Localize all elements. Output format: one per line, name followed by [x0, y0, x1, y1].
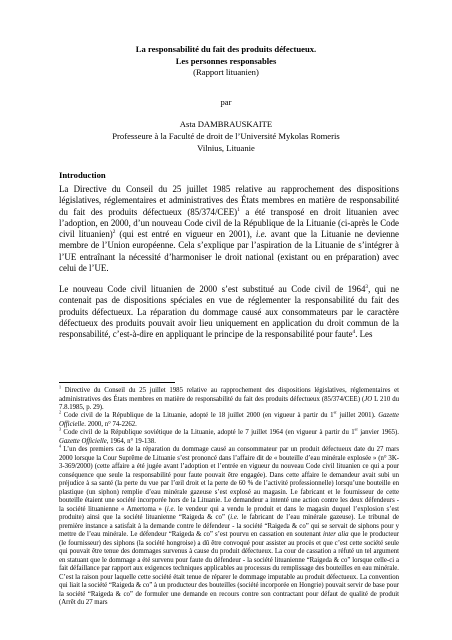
text-span: , 1964, n° 19-138.	[106, 437, 156, 445]
italic-text: Gazette Officielle	[59, 412, 400, 428]
title-line-1: La responsabilité du fait des produits défectueux.	[135, 44, 317, 54]
text-span: Code civil de la République soviétique de la Lituanie, adopté le 7 juillet 1964 (en vigueur à partir du 1	[61, 429, 355, 436]
superscript: er	[354, 426, 358, 432]
text-span: juillet 2001).	[336, 412, 379, 419]
footnote-number: 3	[59, 426, 62, 432]
footnote-number: 4	[59, 443, 62, 449]
section-heading: Introduction	[59, 170, 106, 180]
author-affiliation: Professeure à la Faculté de droit de l’Université Mykolas Romeris	[112, 131, 340, 141]
author-name: Asta DAMBRAUSKAITE	[179, 119, 273, 129]
text-span: janvier 1965).	[357, 429, 400, 436]
text-span: que le producteur (le fournisseur) des siphons (la société hongroise) a dû être convoqué pour assister au procès et que c’est cette société seule qui pouvait être tenue des dommages survenus à cause du produit défectueux. La cour de cassation a réfuté un tel argument en statuant que le dommage a été survenu pour faute du défendeur - la société lituanienne “Raigeda & co” lorsque celle-ci a fait défaillance par rapport aux exigences techniques applicables au processus du remplissage des bouteilles en eau minérale. C’est la raison pour laquelle cette société était tenue de réparer le dommage imputable au produit défectueux. La convention qui liait la société “Raigeda & co” à un producteur des bouteilles (société incorporée en Hongrie) pouvait servir de base pour la société “Raigeda & co” de formuler une demande en recours contre son contractant pour défaut de qualité de produit (Arrêt du 27 mars	[59, 531, 399, 606]
footnote-ref-4[interactable]: 4	[352, 329, 356, 336]
text-span: , qui ne contenait pas de dispositions spéciales en vue de réglementer la responsabilité du fait des produits défectueux. La réparation du dommage causé aux consommateurs par le caractère défectueux des produits pouvait avoir lieu uniquement en application du droit commun de la responsabilité, c’est-à-dire en appliquant le principe de la responsabilité pour faute	[59, 284, 400, 340]
body-paragraph-1	[59, 184, 399, 274]
footnote-1	[59, 384, 399, 413]
footnote-ref-1[interactable]: 1	[237, 206, 240, 213]
text-span: . 2000, n° 74-2262.	[84, 420, 137, 428]
italic-text: i.e.	[166, 505, 176, 513]
italic-text: i.e.	[230, 514, 239, 521]
text-span: . Les	[355, 329, 373, 340]
footnote-ref-2[interactable]: 2	[112, 229, 116, 236]
text-span: Directive du Conseil du 25 juillet 1985 relative au rapprochement des dispositions législatives, réglementaires et administratives des États membres en matière de responsabilité du fait des produits défectueux (85/374/CEE) (	[59, 387, 399, 403]
text-span: Code civil de la République de la Lituanie, adopté le 18 juillet 2000 (en vigueur à partir du 1	[61, 412, 334, 419]
text-span: a été transposé en droit lituanien avec l’adoption, en 2000, d’un nouveau Code civil de la République de la Lituanie (ci-après le Code civil lituanien)	[59, 206, 399, 240]
paper-subtitle: (Rapport lituanien)	[193, 67, 259, 77]
footnote-4	[59, 443, 400, 608]
text-span: Le nouveau Code civil lituanien de 2000 s’est substitué au Code civil de 1964	[59, 284, 366, 294]
footnote-ref-3[interactable]: 3	[365, 284, 369, 291]
author-city: Vilnius, Lituanie	[197, 143, 255, 153]
footnote-2	[59, 409, 400, 429]
text-span: le vendeur qui a vendu le produit et dans le magasin duquel l’explosion s’est produite) ainsi que la société lituanienne “Raigeda & co” (	[59, 505, 400, 521]
text-span: L’un des premiers cas de la réparation du dommage causé au consommateur par un produit défectueux date du 27 mars 2000 lorsque la Cour Suprême de Lituanie s’est prononcé dans l’affaire dit de « bouteille d’eau minérale explosée » (n° 3K-3-369/2000) (cette affaire a été jugée avant l’adoption et l’entrée en vigueur du nouveau Code civil lituanien ce qui a pour conséquence que seule la responsabilité pour faute pouvait être engagée). Dans cette affaire le demandeur avait subi un préjudice à sa santé (la perte du vue par l’œil droit et la perte de 60 % de l’activité professionnelle) lorsqu’une bouteille en plastique (un siphon) remplie d’eau minérale gazeuse s’est explosé au magasin. Le fabricant et le fournisseur de cette bouteille étaient une société incorporée hors de la Lituanie. Le demandeur a intenté une action contre les deux défendeurs - la société lituanienne « Amertoma » (	[59, 446, 399, 513]
superscript: er	[333, 409, 337, 415]
footnote-separator	[59, 382, 175, 383]
italic-text: JO	[364, 395, 373, 403]
title-line-2: Les personnes responsables	[175, 55, 277, 66]
text-span: (qui est entré en vigueur en 2001),	[115, 229, 256, 240]
italic-text: inter alia	[323, 531, 349, 538]
text-span: La Directive du Conseil du 25 juillet 1985 relative au rapprochement des dispositions législatives, réglementaires et administratives des États membres en matière de responsabilité du fait des produits défectueux (85/374/CEE)	[59, 184, 399, 217]
body-paragraph-2	[59, 284, 399, 340]
italic-text: i.e.	[255, 229, 267, 240]
text-span: L 210 du 7.8.1985, p. 29).	[59, 395, 399, 411]
paper-title	[40, 44, 412, 67]
footnote-3	[59, 426, 400, 446]
text-span: avant que la Lituanie ne devienne membre de l’Union européenne. Cela s’explique par l’aspiration de la Lituanie de s’intégrer à l’UE entraînant la nécessité d’harmoniser le droit national (existant ou en préparation) avec celui de l’UE.	[59, 229, 400, 274]
footnote-number: 1	[59, 384, 62, 390]
by-label: par	[220, 97, 232, 107]
footnote-number: 2	[59, 409, 62, 415]
text-span: le fabricant de l’eau minérale gazeuse). Le tribunal de première instance a satisfait à la demande contre le défendeur - la société “Raigeda & co” qui se servait de siphons pour y mettre de l’eau minérale. Le défendeur “Raigeda & co” s’est pourvu en cassation en soutenant	[59, 514, 399, 538]
italic-text: Gazette Officielle	[59, 437, 107, 445]
